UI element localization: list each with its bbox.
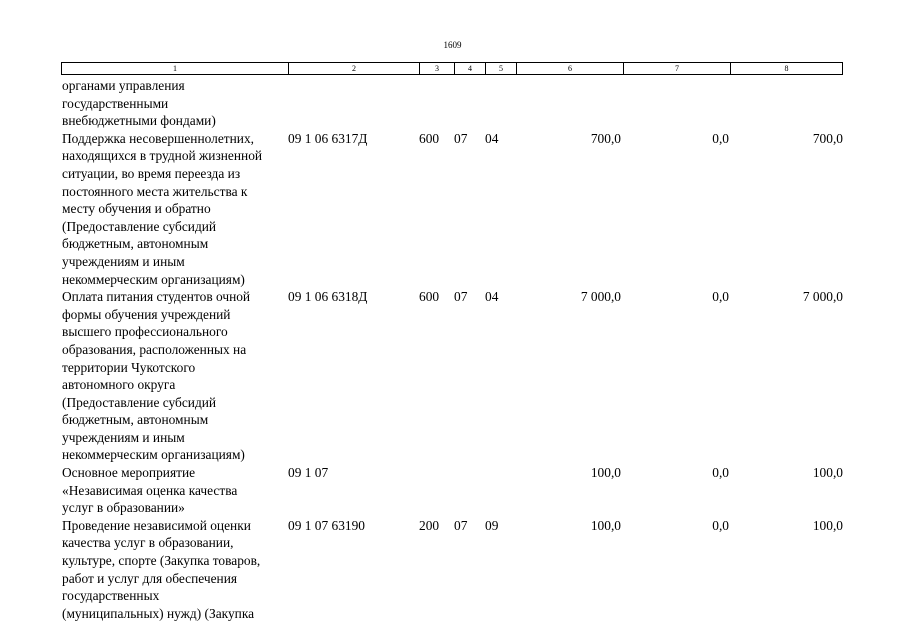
row-amount: 700,0 — [590, 130, 621, 146]
header-col-4: 4 — [455, 63, 486, 74]
row-pr: 04 — [485, 130, 499, 146]
page-number: 1609 — [443, 40, 462, 50]
header-col-8: 8 — [784, 64, 789, 73]
row-amount: 7 000,0 — [580, 289, 621, 305]
row-pr: 04 — [485, 289, 499, 305]
row-name: Поддержка несовершеннолетних, находящихся в трудной жизненной ситуации, во время переезда из постоянного места жительства к месту обучения и обратно (Предоставление субсидий бюджетным, автономным учреждениям и иным некоммерческим организациям) — [62, 130, 263, 287]
row-rz: 07 — [454, 289, 468, 305]
row-name: Оплата питания студентов очной формы обучения учреждений высшего профессионального образования, расположенных на территории Чукотского автономного округа (Предоставление субсидий бюджетным, автономным учреждениям и иным некоммерческим организациям) — [62, 289, 251, 463]
row-rz: 07 — [454, 517, 468, 533]
table-row — [61, 288, 843, 464]
row-code: 09 1 06 6317Д — [288, 130, 368, 146]
table-row — [61, 130, 843, 288]
header-col-6: 6 — [517, 63, 624, 74]
row-vr: 600 — [419, 289, 440, 305]
row-pr: 09 — [485, 517, 499, 533]
row-code: 09 1 06 6318Д — [288, 289, 368, 305]
row-amount: 100,0 — [590, 517, 621, 533]
table-header — [61, 62, 843, 75]
row-vr: 200 — [419, 517, 440, 533]
row-amount-3: 100,0 — [812, 517, 843, 533]
row-code: 09 1 07 63190 — [288, 517, 365, 533]
row-vr: 600 — [419, 130, 440, 146]
header-col-3: 3 — [420, 63, 455, 74]
row-name: органами управления государственными внебюджетными фондами) — [62, 78, 216, 129]
row-name: Основное мероприятие «Независимая оценка качества услуг в образовании» — [62, 465, 238, 516]
row-amount-2: 0,0 — [712, 289, 729, 305]
table-row — [61, 464, 843, 517]
header-col-2: 2 — [289, 63, 420, 74]
row-amount-3: 7 000,0 — [802, 289, 843, 305]
row-amount-2: 0,0 — [712, 465, 729, 481]
row-amount-2: 0,0 — [712, 130, 729, 146]
header-col-7: 7 — [624, 63, 731, 74]
header-col-5: 5 — [486, 63, 517, 74]
table-row — [61, 77, 843, 130]
row-amount-3: 100,0 — [812, 465, 843, 481]
row-code: 09 1 07 — [288, 465, 329, 481]
table-row — [61, 517, 843, 623]
row-name: Проведение независимой оценки качества услуг в образовании, культуре, спорте (Закупка товаров, работ и услуг для обеспечения государственных (муниципальных) нужд) (Закупка — [62, 517, 261, 621]
header-col-1: 1 — [62, 63, 289, 74]
row-amount-3: 700,0 — [812, 130, 843, 146]
row-amount-2: 0,0 — [712, 517, 729, 533]
table-body — [61, 77, 843, 622]
row-rz: 07 — [454, 130, 468, 146]
row-amount: 100,0 — [590, 465, 621, 481]
